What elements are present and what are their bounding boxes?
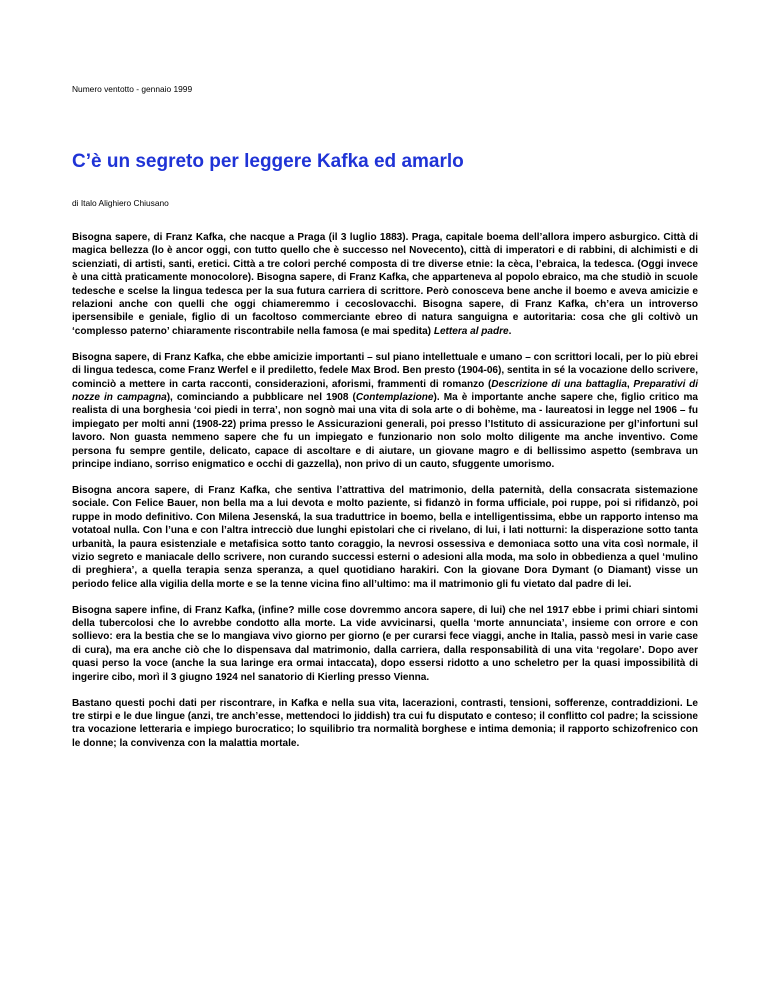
- paragraph-text: ), cominciando a pubblicare nel 1908 (: [166, 391, 356, 403]
- work-title: Lettera al padre: [433, 325, 509, 337]
- article-title: C’è un segreto per leggere Kafka ed amarlo: [72, 151, 464, 172]
- paragraph-2: [72, 351, 698, 472]
- paragraph-text: ,: [626, 378, 634, 390]
- paragraph-text: Bisogna sapere, di Franz Kafka, che nacque a Praga (il 3 luglio 1883). Praga, capitale boema dell’allora impero asburgico. Città di magica bellezza (lo è ancor oggi, con tutto quello che è successo nel Novecento), città di imperatori e di rabbini, di alchimisti e di scienziati, di artisti, santi, eretici. Città a tre colori perché composta di tre diverse etnie: la cèca, l’ebraica, la tedesca. (Oggi invece è una città praticamente monocolore). Bisogna sapere, di Franz Kafka, che apparteneva al popolo ebraico, ma che studiò in scuole tedesche e scelse la lingua tedesca per la sua futura carriera di scrittore. Però conosceva bene anche il boemo e aveva amicizie e relazioni anche con quelli che oggi chiameremmo i cecoslovacchi. Bisogna sapere, di Franz Kafka, ch’era un introverso ipersensibile e geniale, figlio di un facoltoso commerciante ebreo di natura sanguigna e autoritaria: cosa che gli coltivò un ‘complesso paterno’ chiaramente riscontrabile nella famosa (e mai spedita): [72, 232, 698, 337]
- paragraph-5: Bastano questi pochi dati per riscontrare, in Kafka e nella sua vita, lacerazioni, contrasti, tensioni, sofferenze, contraddizioni. Le tre stirpi e le due lingue (anzi, tre anch’esse, mettendoci lo jiddish) tra cui fu disputato e conteso; il conflitto col padre; la scissione tra vocazione letteraria e impiego burocratico; lo squilibrio tra normalità borghese e intima demonia; il rapporto schizofrenico con le donne; la convivenza con la malattia mortale.: [72, 697, 698, 749]
- paragraph-text: ). Ma è importante anche sapere che, figlio critico ma realista di una borghesia ‘coi piedi in terra’, non sognò mai una vita di sola arte o di bohème, ma - laureatosi in legge nel 1906 – fu impiegato per molti anni (1908-22) prima presso le Assicurazioni generali, poi presso l’Istituto di assicurazione per gl’infortuni sul lavoro. Non guasta nemmeno sapere che fu un impiegato e funzionario non solo molto diligente ma anche inventivo. Come persona fu sempre gentile, delicato, capace di ascoltare e di aiutare, un giovane magro e di bellissimo aspetto (sembrava un principe indiano, sorriso enigmatico e occhi di gazzella), non privo di un cauto, sfuggente umorismo.: [72, 391, 699, 470]
- article-body: [72, 231, 698, 763]
- paragraph-4: Bisogna sapere infine, di Franz Kafka, (infine? mille cose dovremmo ancora sapere, di lui) che nel 1917 ebbe i primi chiari sintomi della tubercolosi che lo avrebbe condotto alla morte. La vide avvicinarsi, quella ‘morte annunciata’, insieme con orrore e con sollievo: era la bestia che se lo mangiava vivo giorno per giorno (e per curarsi fece viaggi, anche in Italia, passò mesi in varie case di cura), ma era anche ciò che lo dispensava dal matrimonio, dalla carriera, dalla responsabilità di una vita ‘regolare’. Dopo aver quasi perso la voce (anche la sua laringe era ormai intaccata), dopo essersi ridotto a uno scheletro per la quasi impossibilità di ingerire cibo, morì il 3 giugno 1924 nel sanatorio di Kierling presso Vienna.: [72, 604, 698, 683]
- work-title: Preparativi di nozze in campagna: [72, 378, 698, 403]
- work-title: Descrizione di una battaglia: [491, 378, 627, 390]
- paragraph-text: Bisogna sapere, di Franz Kafka, che ebbe amicizie importanti – sul piano intellettuale e umano – con scrittori locali, per lo più ebrei di lingua tedesca, come Franz Werfel e il prediletto, fedele Max Brod. Ben presto (1904-06), sentita in sé la vocazione dello scrivere, cominciò a mettere in carta racconti, considerazioni, aforismi, frammenti di romanzo (: [72, 351, 698, 390]
- paragraph-1: [72, 231, 698, 338]
- issue-line: Numero ventotto - gennaio 1999: [72, 84, 193, 94]
- paragraph-3: Bisogna ancora sapere, di Franz Kafka, che sentiva l’attrattiva del matrimonio, della paternità, della consacrata sistemazione sociale. Con Felice Bauer, non bella ma a lui devota e molto paziente, si fidanzò in forma ufficiale, poi ruppe, poi si rifidanzò, poi ruppe in modo definitivo. Con Milena Jesenská, la sua traduttrice in boemo, bella e intelligentissima, ebbe un rapporto intenso ma votatoal nulla. Con l’una e con l’altra intrecciò due lunghi epistolari che ci rivelano, di lui, i lati notturni: la disperazione sotto tanta urbanità, la paura esistenziale e metafisica sotto tanto coraggio, la nevrosi ossessiva e demoniaca sotto una vita così normale, il vizio segreto e maniacale dello scrivere, non curando successi esterni o adesioni alla moda, ma solo in obbedienza a quel ‘mulino di preghiera’, a quella terapia senza speranza, a quel quotidiano harakiri. Con la giovane Dora Dymant (o Diamant) visse un periodo felice alla vigilia della morte e se la tenne vicina fino all’ultimo: ma il matrimonio gli fu vietato dal padre di lei.: [72, 484, 698, 590]
- byline: di Italo Alighiero Chiusano: [72, 198, 169, 208]
- paragraph-text: .: [508, 325, 512, 337]
- work-title: Contemplazione: [355, 391, 434, 403]
